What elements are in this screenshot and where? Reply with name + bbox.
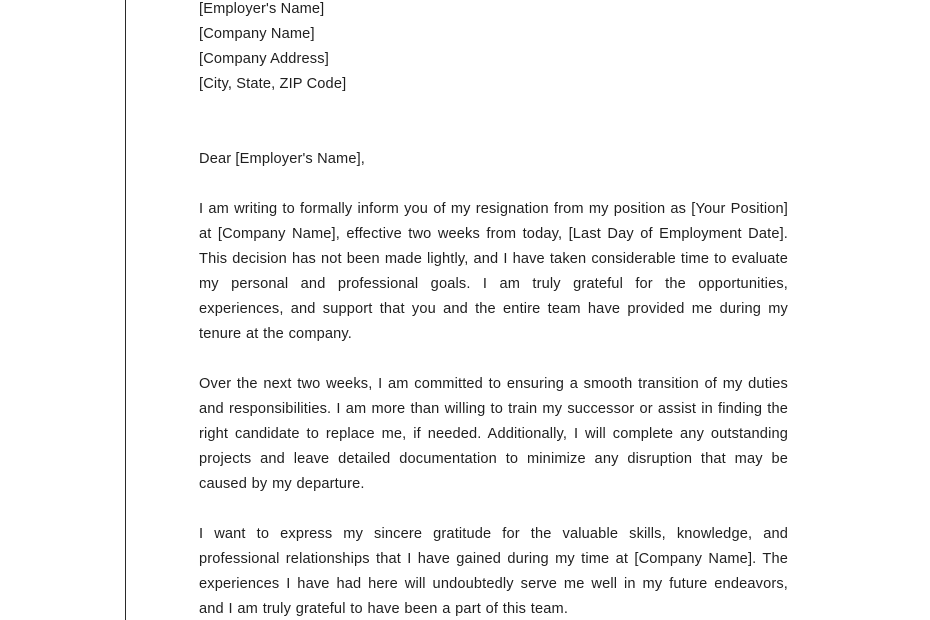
paragraph-transition-plan: Over the next two weeks, I am committed to ensuring a smooth transition of my duties and responsibilities. I am more than willing to train my successor or assist in finding the right candidate to replace me, if needed. Additionally, I will complete any outstanding projects and leave detailed documentation to minimize any disruption that may be caused by my departure. xyxy=(199,376,788,492)
recipient-employer-name: [Employer's Name] xyxy=(199,1,325,17)
page-left-border xyxy=(125,0,126,620)
recipient-company-name: [Company Name] xyxy=(199,26,315,42)
salutation: Dear [Employer's Name], xyxy=(199,151,366,167)
recipient-company-address: [Company Address] xyxy=(199,51,329,67)
recipient-city-state-zip: [City, State, ZIP Code] xyxy=(199,76,347,92)
paragraph-resignation-notice: I am writing to formally inform you of my resignation from my position as [Your Position] at [Company Name], effective two weeks from today, [Last Day of Employment Date]. This decision has not been made lightly, and I have taken considerable time to evaluate my personal and professional goals. I am truly grateful for the opportunities, experiences, and support that you and the entire team have provided me during my tenure at the company. xyxy=(199,201,788,342)
recipient-address-block xyxy=(199,0,788,97)
letter-body xyxy=(199,0,788,620)
paragraph-gratitude: I want to express my sincere gratitude for the valuable skills, knowledge, and professional relationships that I have gained during my time at [Company Name]. The experiences I have had here will undoubtedly serve me well in my future endeavors, and I am truly grateful to have been a part of this team. xyxy=(199,526,788,617)
